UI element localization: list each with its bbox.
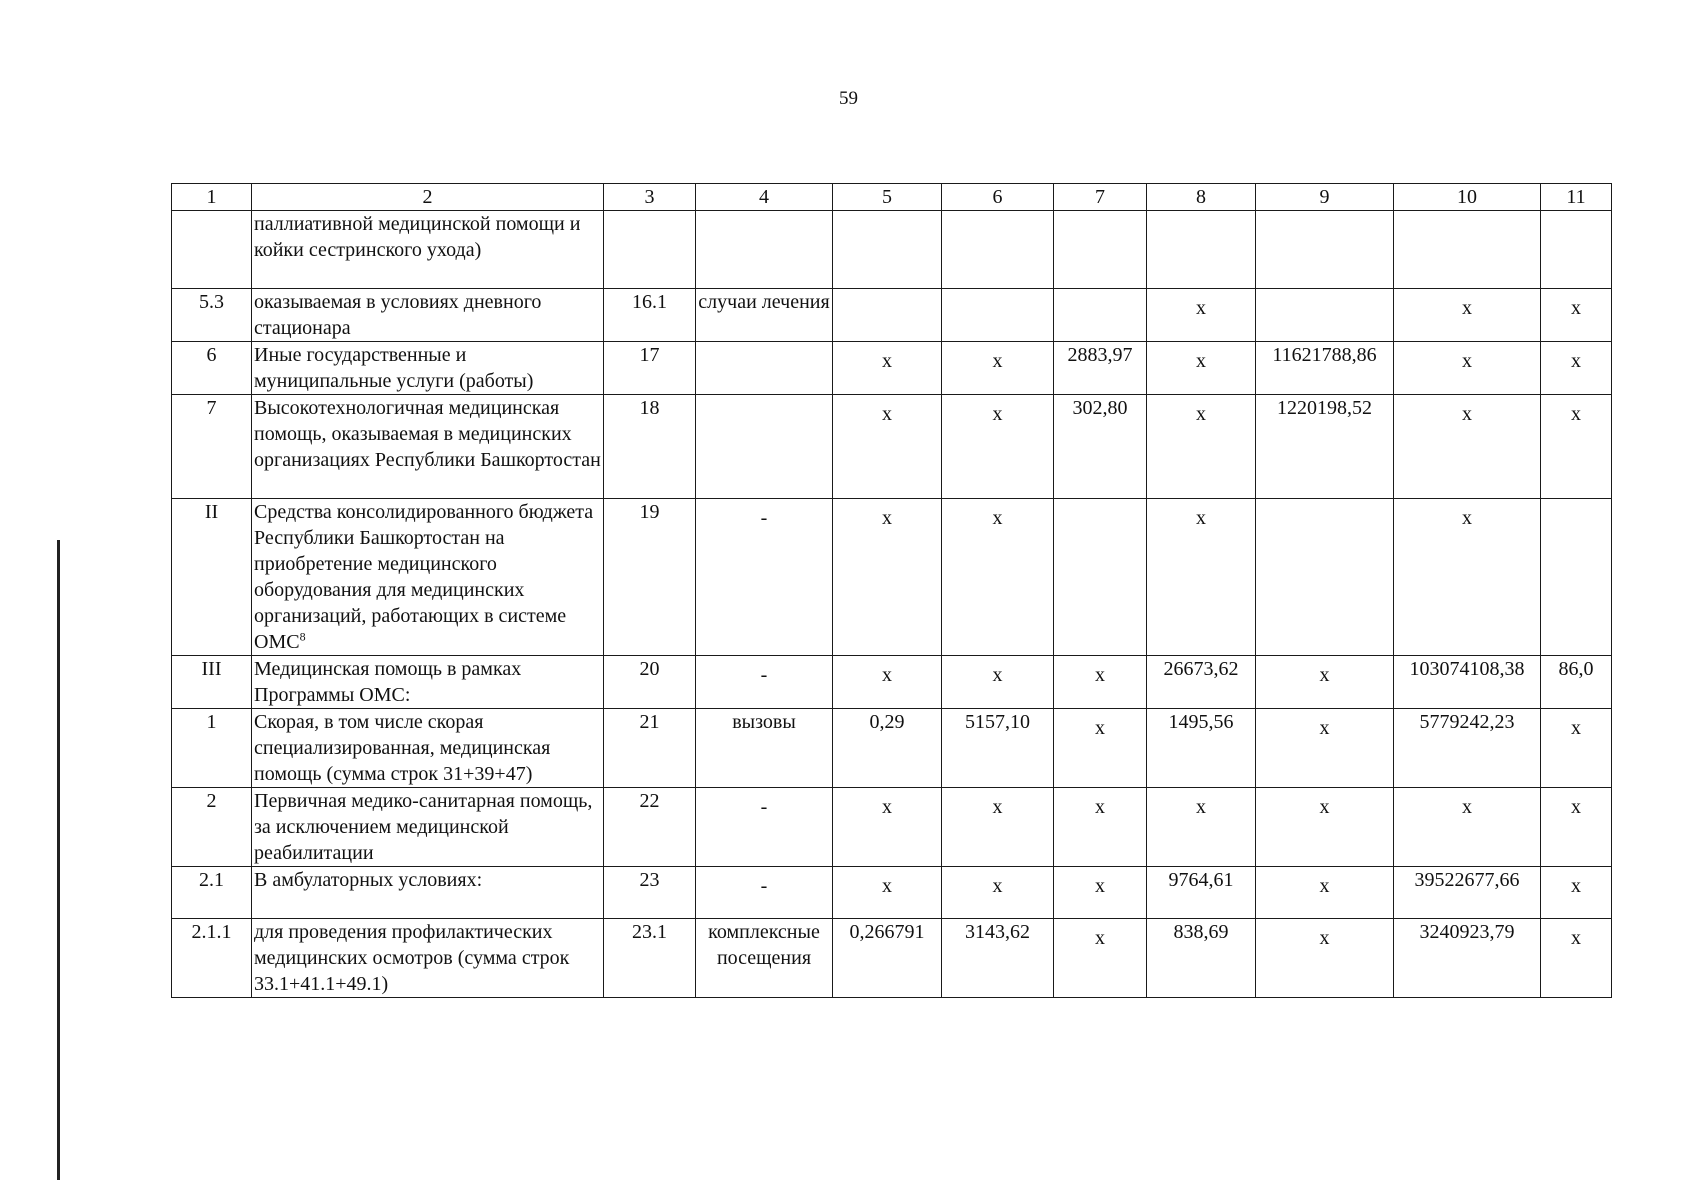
- cell-text: х: [882, 403, 892, 425]
- table-cell: [833, 788, 942, 867]
- table-cell: [1541, 788, 1612, 867]
- cell-text: х: [1196, 403, 1206, 425]
- cell-text: х: [992, 796, 1003, 818]
- table-row: [172, 499, 1612, 656]
- column-number-cell: 9: [1256, 184, 1394, 211]
- row-description-cell: [252, 919, 604, 998]
- table-cell: [1054, 395, 1147, 499]
- table-cell: [942, 656, 1054, 709]
- table-cell: [604, 289, 696, 342]
- row-number-cell: [172, 919, 252, 998]
- table-cell: [1256, 499, 1394, 656]
- cell-text: х: [1095, 875, 1105, 897]
- row-description-cell: [252, 395, 604, 499]
- cell-text: х: [1462, 796, 1472, 818]
- cell-text: Средства консолидированного бюджета Республики Башкортостан на приобретение медицинского оборудования для медицинских организаций, работающих в системе ОМС: [254, 501, 594, 653]
- table-cell: [604, 499, 696, 656]
- table-cell: [942, 867, 1054, 919]
- cell-text: х: [1571, 350, 1581, 372]
- cell-text: х: [1571, 403, 1581, 425]
- table-cell: [942, 342, 1054, 395]
- cell-text: х: [1319, 796, 1330, 818]
- cell-text: х: [1462, 507, 1472, 529]
- column-number-cell: 11: [1541, 184, 1612, 211]
- cell-text: Первичная медико-санитарная помощь, за исключением медицинской реабилитации: [254, 790, 593, 864]
- cell-text: Медицинская помощь в рамках Программы ОМС:: [254, 658, 522, 706]
- table-cell: [1256, 867, 1394, 919]
- table-cell: [604, 867, 696, 919]
- table-cell: [833, 867, 942, 919]
- column-number-cell: 7: [1054, 184, 1147, 211]
- cell-text: 5157,10: [965, 711, 1030, 733]
- table-cell: [1054, 709, 1147, 788]
- cell-text: х: [1095, 717, 1105, 739]
- cell-text: х: [1319, 927, 1330, 949]
- cell-text: -: [760, 796, 768, 818]
- row-number-cell: [172, 395, 252, 499]
- cell-text: х: [882, 796, 892, 818]
- table-row: [172, 656, 1612, 709]
- cell-text: х: [1319, 717, 1330, 739]
- table-cell: [942, 709, 1054, 788]
- table-cell: [696, 499, 833, 656]
- column-number-cell: 6: [942, 184, 1054, 211]
- table-cell: [604, 342, 696, 395]
- table-cell: [1256, 342, 1394, 395]
- column-number-cell: 3: [604, 184, 696, 211]
- table-cell: [696, 289, 833, 342]
- cell-text: 5779242,23: [1419, 711, 1515, 733]
- table-cell: [696, 867, 833, 919]
- cell-text: х: [1196, 507, 1206, 529]
- cell-text: 2.1: [199, 869, 224, 891]
- cell-text: х: [1462, 297, 1472, 319]
- table-cell: [1394, 342, 1541, 395]
- cell-text: х: [1319, 664, 1330, 686]
- table-cell: [696, 919, 833, 998]
- cell-text: 11621788,86: [1272, 344, 1377, 366]
- row-number-cell: [172, 709, 252, 788]
- cell-text: х: [882, 350, 892, 372]
- cell-text: случаи лечения: [698, 291, 830, 313]
- row-description-cell: [252, 656, 604, 709]
- cell-text: 838,69: [1173, 921, 1229, 943]
- cell-text: 1220198,52: [1277, 397, 1372, 419]
- table-cell: [1256, 656, 1394, 709]
- table-cell: [1394, 289, 1541, 342]
- column-number-cell: 10: [1394, 184, 1541, 211]
- table-row: [172, 788, 1612, 867]
- cell-text: х: [1462, 350, 1472, 372]
- table-cell: [1256, 289, 1394, 342]
- cell-text: х: [1196, 297, 1206, 319]
- cell-text: 2.1.1: [191, 921, 232, 943]
- table-cell: [1256, 919, 1394, 998]
- table-cell: [696, 342, 833, 395]
- cell-text: 103074108,38: [1409, 658, 1525, 680]
- cell-text: 9764,61: [1168, 869, 1234, 891]
- cell-text: 6: [206, 344, 217, 366]
- row-description-cell: [252, 289, 604, 342]
- table-cell: [1054, 919, 1147, 998]
- table-cell: [604, 656, 696, 709]
- row-number-cell: [172, 211, 252, 289]
- row-number-cell: [172, 867, 252, 919]
- cell-text: х: [882, 507, 892, 529]
- column-number-cell: 8: [1147, 184, 1256, 211]
- table-cell: [604, 788, 696, 867]
- row-number-cell: [172, 289, 252, 342]
- table-cell: [1541, 395, 1612, 499]
- table-cell: [1256, 788, 1394, 867]
- cell-text: 19: [639, 501, 660, 523]
- cell-text: -: [760, 664, 768, 686]
- table-cell: [1256, 395, 1394, 499]
- table-cell: [833, 656, 942, 709]
- cell-text: х: [1319, 875, 1330, 897]
- table-cell: [696, 211, 833, 289]
- table-cell: [604, 211, 696, 289]
- table-cell: [1394, 395, 1541, 499]
- table-cell: [1147, 342, 1256, 395]
- column-number-cell: 4: [696, 184, 833, 211]
- row-description-cell: [252, 709, 604, 788]
- cell-text: 39522677,66: [1414, 869, 1520, 891]
- table-cell: [942, 919, 1054, 998]
- cell-text: х: [1571, 717, 1581, 739]
- cell-text: Высокотехнологичная медицинская помощь, оказываемая в медицинских организациях Республики Башкортостан: [254, 397, 601, 471]
- table-cell: [604, 919, 696, 998]
- table-cell: [604, 709, 696, 788]
- table-cell: [1054, 656, 1147, 709]
- row-description-cell: [252, 867, 604, 919]
- table-row: [172, 342, 1612, 395]
- scan-edge-line: [57, 540, 60, 1180]
- cell-text: х: [1095, 664, 1105, 686]
- row-description-cell: [252, 342, 604, 395]
- table-cell: [1147, 709, 1256, 788]
- page-number: 59: [839, 88, 858, 109]
- table-cell: [696, 709, 833, 788]
- table-cell: [1394, 656, 1541, 709]
- cell-text: 1495,56: [1168, 711, 1234, 733]
- table-cell: [1147, 656, 1256, 709]
- table-cell: [1394, 867, 1541, 919]
- table-cell: [1054, 289, 1147, 342]
- table-row: [172, 211, 1612, 289]
- cell-text: 7: [206, 397, 217, 419]
- cell-text: -: [760, 507, 768, 529]
- row-number-cell: [172, 499, 252, 656]
- table-cell: [604, 395, 696, 499]
- table-cell: [1541, 919, 1612, 998]
- cell-text: -: [760, 875, 768, 897]
- table-cell: [1054, 499, 1147, 656]
- table-cell: [1147, 919, 1256, 998]
- table-cell: [1147, 867, 1256, 919]
- row-number-cell: [172, 656, 252, 709]
- cell-text: х: [992, 664, 1003, 686]
- table-cell: [1541, 289, 1612, 342]
- cell-text: х: [1095, 796, 1105, 818]
- cell-text: 3143,62: [965, 921, 1030, 943]
- cell-text: 2: [206, 790, 217, 812]
- table-row: [172, 289, 1612, 342]
- cell-text: Иные государственные и муниципальные услуги (работы): [254, 344, 534, 392]
- column-number-cell: 2: [252, 184, 604, 211]
- cell-text: 3240923,79: [1419, 921, 1515, 943]
- table-cell: [942, 499, 1054, 656]
- column-number-cell: 1: [172, 184, 252, 211]
- table-cell: [1256, 211, 1394, 289]
- cell-text: 23.1: [632, 921, 667, 943]
- row-description-cell: [252, 788, 604, 867]
- cell-text: х: [992, 875, 1003, 897]
- table-cell: [942, 211, 1054, 289]
- cell-text: III: [201, 658, 222, 680]
- table-cell: [833, 499, 942, 656]
- table-cell: [1541, 656, 1612, 709]
- table-row: [172, 919, 1612, 998]
- cell-text: х: [1571, 875, 1581, 897]
- table-cell: [942, 788, 1054, 867]
- cell-text: паллиативной медицинской помощи и койки сестринского ухода): [254, 213, 581, 261]
- table-cell: [1394, 211, 1541, 289]
- cell-text: 16.1: [632, 291, 667, 313]
- table-cell: [1394, 499, 1541, 656]
- cell-text: 17: [639, 344, 660, 366]
- table-cell: [1541, 342, 1612, 395]
- cell-text: х: [1196, 796, 1206, 818]
- cell-text: вызовы: [732, 711, 796, 733]
- column-number-cell: 5: [833, 184, 942, 211]
- cell-text: 26673,62: [1163, 658, 1239, 680]
- row-description-cell: [252, 211, 604, 289]
- cell-text: 302,80: [1072, 397, 1128, 419]
- row-number-cell: [172, 342, 252, 395]
- cell-text: 1: [206, 711, 217, 733]
- table-cell: [1147, 211, 1256, 289]
- table-cell: [1054, 867, 1147, 919]
- cell-text: 22: [639, 790, 660, 812]
- table-cell: [1394, 788, 1541, 867]
- cell-text: х: [1571, 796, 1581, 818]
- table-row: [172, 867, 1612, 919]
- table-cell: [696, 788, 833, 867]
- table-cell: [1256, 709, 1394, 788]
- cell-text: комплексные посещения: [708, 921, 820, 969]
- cell-text: х: [1462, 403, 1472, 425]
- table-cell: [833, 919, 942, 998]
- data-table: [171, 183, 1612, 998]
- table-cell: [1054, 342, 1147, 395]
- cell-text: для проведения профилактических медицинских осмотров (сумма строк 33.1+41.1+49.1): [254, 921, 570, 995]
- cell-text: х: [882, 875, 892, 897]
- cell-text: х: [1571, 927, 1581, 949]
- table-cell: [1541, 709, 1612, 788]
- table-cell: [833, 289, 942, 342]
- table-row: [172, 395, 1612, 499]
- table-cell: [1541, 499, 1612, 656]
- row-description-cell: [252, 499, 604, 656]
- cell-text: х: [992, 350, 1003, 372]
- cell-text: Скорая, в том числе скорая специализированная, медицинская помощь (сумма строк 31+39+47): [254, 711, 551, 785]
- cell-text: 23: [639, 869, 660, 891]
- table-cell: [942, 289, 1054, 342]
- cell-text: 20: [639, 658, 660, 680]
- table-cell: [1054, 211, 1147, 289]
- cell-text: 86,0: [1558, 658, 1594, 680]
- table-cell: [1394, 919, 1541, 998]
- table-cell: [833, 342, 942, 395]
- table-cell: [1054, 788, 1147, 867]
- row-number-cell: [172, 788, 252, 867]
- table-cell: [833, 395, 942, 499]
- cell-text: х: [992, 403, 1003, 425]
- cell-text: 21: [639, 711, 660, 733]
- cell-text: х: [1196, 350, 1206, 372]
- cell-text: оказываемая в условиях дневного стационара: [254, 291, 542, 339]
- table-cell: [833, 709, 942, 788]
- cell-text: 0,266791: [849, 921, 925, 943]
- cell-text: 5.3: [199, 291, 224, 313]
- table-row: [172, 709, 1612, 788]
- column-number-row: [172, 184, 1612, 211]
- table-cell: [1147, 499, 1256, 656]
- table-cell: [1147, 395, 1256, 499]
- cell-text: х: [1571, 297, 1581, 319]
- table-cell: [1541, 867, 1612, 919]
- cell-text: II: [204, 501, 219, 523]
- table-cell: [833, 211, 942, 289]
- cell-text: х: [1095, 927, 1105, 949]
- cell-text: В амбулаторных условиях:: [254, 869, 483, 891]
- cell-text: х: [882, 664, 892, 686]
- table-cell: [942, 395, 1054, 499]
- cell-text: 0,29: [869, 711, 905, 733]
- footnote-marker: 8: [299, 629, 306, 644]
- table-cell: [1147, 788, 1256, 867]
- table-cell: [1394, 709, 1541, 788]
- cell-text: х: [992, 507, 1003, 529]
- cell-text: 18: [639, 397, 660, 419]
- table-cell: [696, 656, 833, 709]
- cell-text: 2883,97: [1067, 344, 1133, 366]
- table-cell: [1541, 211, 1612, 289]
- table-cell: [1147, 289, 1256, 342]
- table-cell: [696, 395, 833, 499]
